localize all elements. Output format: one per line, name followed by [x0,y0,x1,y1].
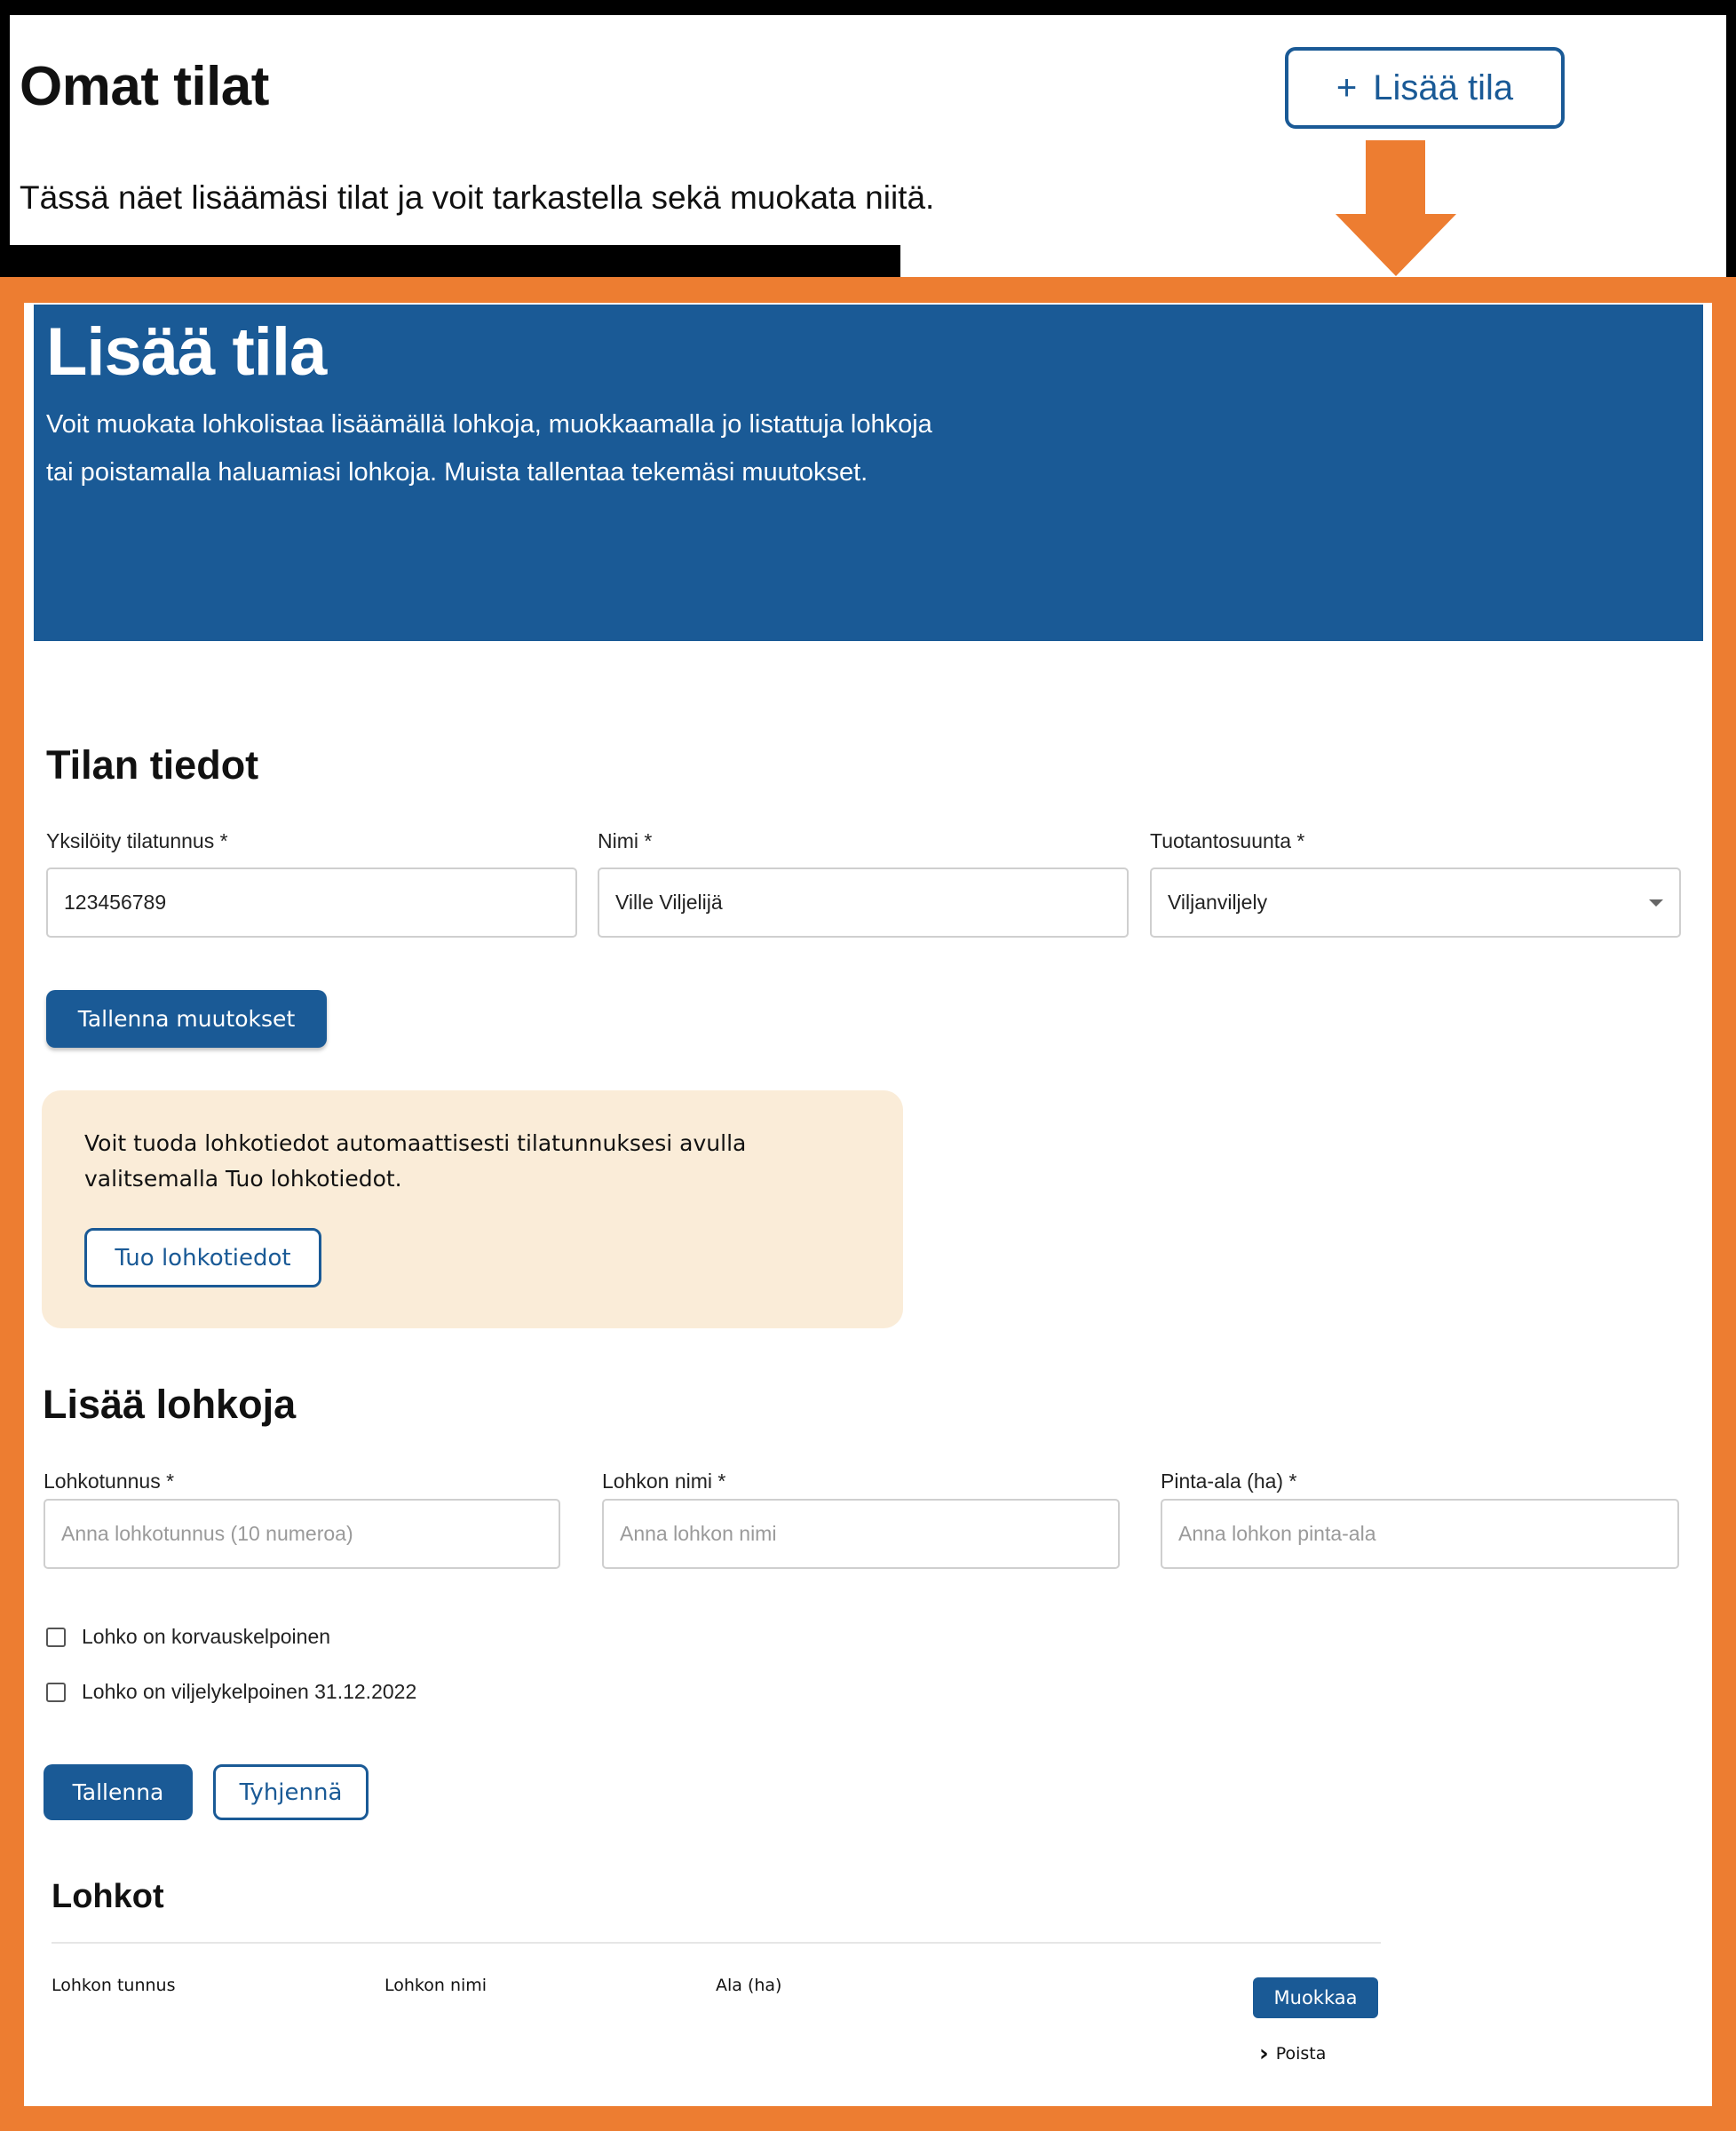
page-description: Tässä näet lisäämäsi tilat ja voit tarkastella sekä muokata niitä. [20,179,935,216]
hero-text: Voit muokata lohkolistaa lisäämällä lohkoja, muokkaamalla jo listattuja lohkoja tai poistamalla haluamiasi lohkoja. Muista tallentaa tekemäsi muutokset. [46,410,932,487]
column-header-parcel-id: Lohkon tunnus [52,1976,176,1995]
production-type-value: Viljanviljely [1168,891,1268,914]
delete-link[interactable] [1259,2040,1326,2067]
farm-info-heading: Tilan tiedot [46,742,259,788]
import-info-box [42,1090,903,1328]
eligible-checkbox[interactable] [46,1625,330,1649]
arrow-down-icon-head [1336,214,1456,276]
cultivable-checkbox[interactable] [46,1680,416,1704]
plus-icon: + [1336,67,1358,107]
chevron-down-icon [1649,899,1663,907]
add-parcels-heading: Lisää lohkoja [43,1382,297,1427]
add-farm-button[interactable] [1285,47,1565,129]
farm-name-label: Nimi * [598,829,653,852]
edit-button[interactable]: Muokkaa [1253,1977,1378,2018]
crop-mask [1151,0,1736,15]
save-parcel-button[interactable]: Tallenna [44,1764,193,1820]
eligible-checkbox-label: Lohko on korvauskelpoinen [82,1625,331,1648]
parcel-name-input[interactable] [602,1499,1120,1569]
hero-banner [34,305,1703,641]
import-info-text: Voit tuoda lohkotiedot automaattisesti tilatunnuksesi avulla valitsemalla Tuo lohkotiedot. [84,1130,747,1192]
cultivable-checkbox-label: Lohko on viljelykelpoinen 31.12.2022 [82,1680,417,1703]
farm-id-label: Yksilöity tilatunnus * [46,829,228,852]
crop-mask [0,245,900,277]
page-title: Omat tilat [20,56,269,117]
parcel-name-label: Lohkon nimi * [602,1470,726,1493]
farm-name-input[interactable] [598,867,1129,938]
delete-link-label: Poista [1275,2044,1327,2064]
import-parcels-button[interactable]: Tuo lohkotiedot [84,1228,321,1287]
checkbox-icon[interactable] [46,1683,66,1702]
parcel-id-input[interactable] [44,1499,560,1569]
production-type-label: Tuotantosuunta * [1150,829,1305,852]
parcel-area-input[interactable] [1161,1499,1679,1569]
save-changes-button[interactable]: Tallenna muutokset [46,990,327,1048]
column-header-area: Ala (ha) [716,1976,782,1995]
arrow-down-icon [1366,140,1425,218]
checkbox-icon[interactable] [46,1628,66,1647]
production-type-select[interactable] [1150,867,1681,938]
chevron-right-icon: › [1259,2040,1269,2067]
farm-id-input[interactable] [46,867,577,938]
parcel-id-label: Lohkotunnus * [44,1470,175,1493]
parcels-heading: Lohkot [52,1878,164,1915]
column-header-parcel-name: Lohkon nimi [384,1976,488,1995]
parcel-area-label: Pinta-ala (ha) * [1161,1470,1297,1493]
divider [52,1942,1381,1944]
add-farm-button-label: Lisää tila [1373,67,1514,107]
clear-button[interactable]: Tyhjennä [213,1764,369,1820]
hero-title: Lisää tila [46,314,327,390]
